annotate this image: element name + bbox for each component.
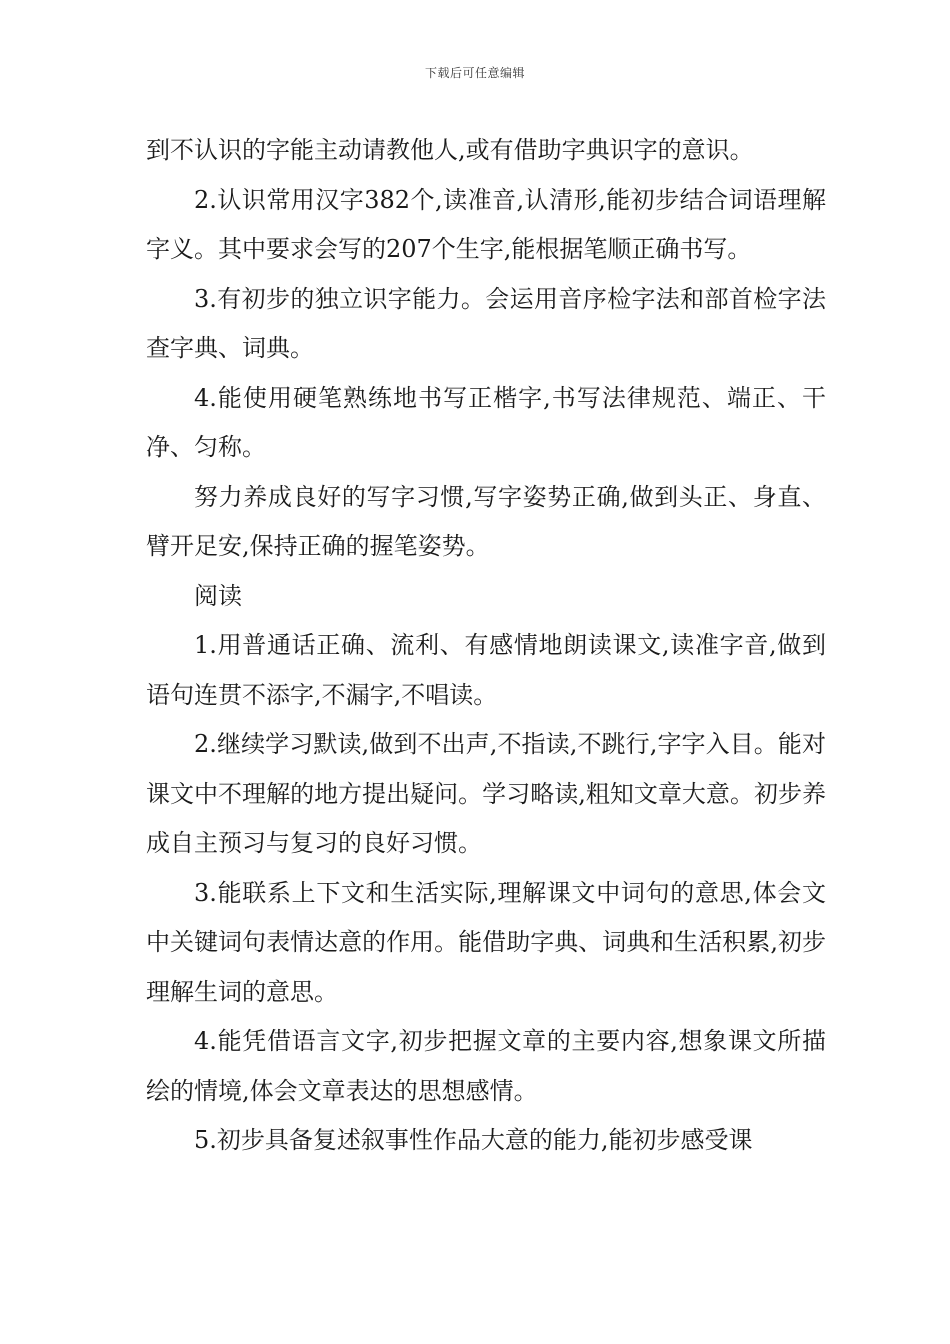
paragraph: 3.能联系上下文和生活实际,理解课文中词句的意思,体会文中关键词句表情达意的作用。能借助字典、词典和生活积累,初步理解生词的意思。 [146,878,826,1006]
paragraph: 2.认识常用汉字382个,读准音,认清形,能初步结合词语理解字义。其中要求会写的207个生字,能根据笔顺正确书写。 [146,185,826,263]
paragraph: 2.继续学习默读,做到不出声,不指读,不跳行,字字入目。能对课文中不理解的地方提出疑问。学习略读,粗知文章大意。初步养成自主预习与复习的良好习惯。 [146,730,826,857]
document-body [146,126,826,1166]
paragraph: 4.能使用硬笔熟练地书写正楷字,书写法律规范、端正、干净、匀称。 [146,383,826,461]
paragraph: 5.初步具备复述叙事性作品大意的能力,能初步感受课 [194,1126,753,1154]
paragraph: 3.有初步的独立识字能力。会运用音序检字法和部首检字法查字典、词典。 [146,284,826,362]
paragraph: 4.能凭借语言文字,初步把握文章的主要内容,想象课文所描绘的情境,体会文章表达的思想感情。 [146,1027,826,1105]
paragraph: 1.用普通话正确、流利、有感情地朗读课文,读准字音,做到语句连贯不添字,不漏字,不唱读。 [146,631,826,709]
paragraph: 到不认识的字能主动请教他人,或有借助字典识字的意识。 [146,136,754,164]
page-header: 下载后可任意编辑 [424,66,525,80]
section-heading: 阅读 [194,581,242,610]
paragraph: 努力养成良好的写字习惯,写字姿势正确,做到头正、身直、臂开足安,保持正确的握笔姿势。 [146,482,826,560]
